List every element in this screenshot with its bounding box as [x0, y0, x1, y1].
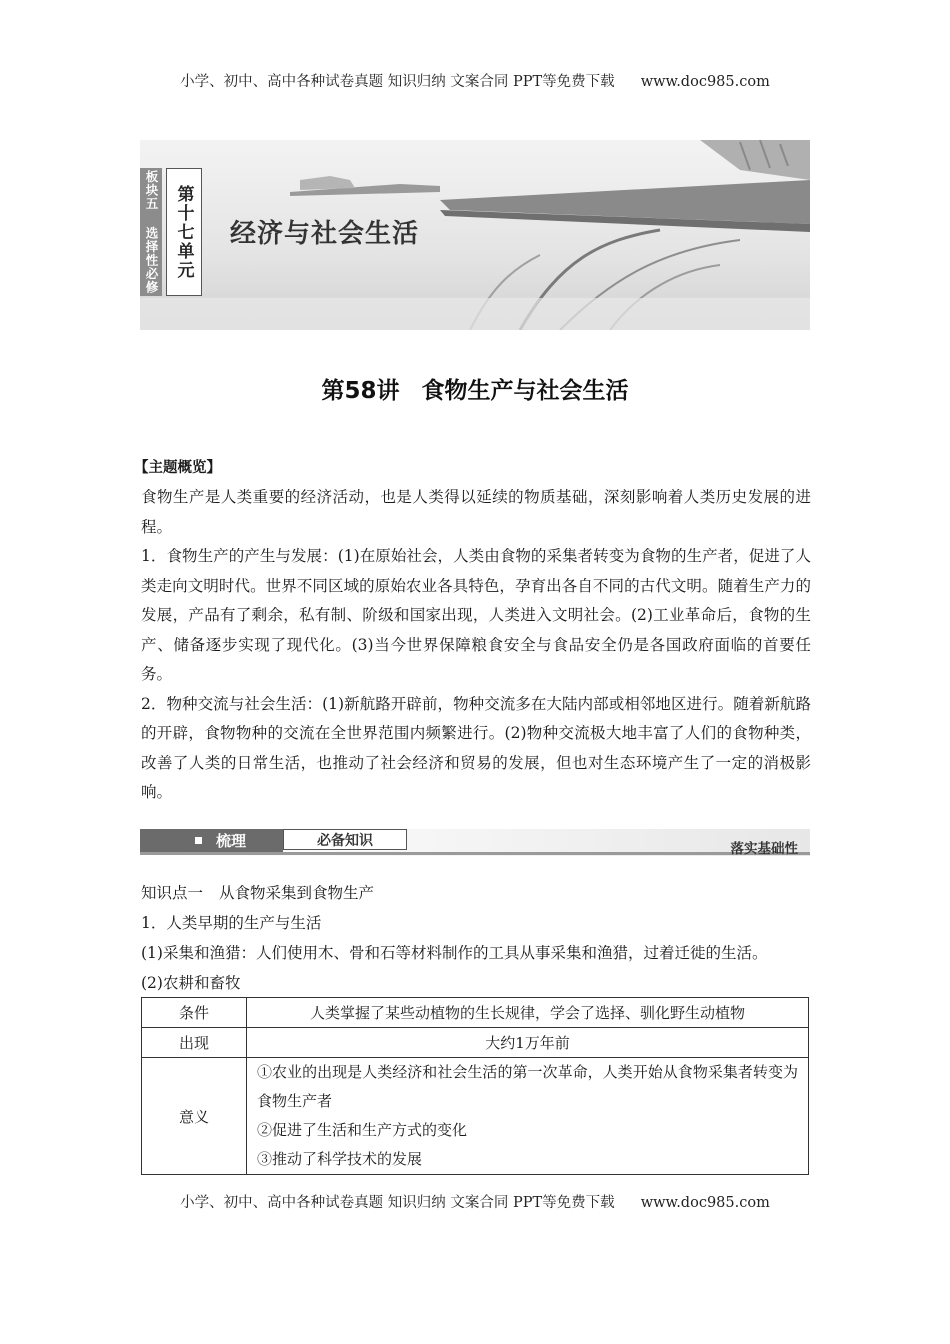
lecture-name: 食物生产与社会生活	[421, 378, 629, 404]
page-header	[0, 70, 950, 91]
footer-site[interactable]: www.doc985.com	[640, 1195, 770, 1211]
unit-block-tag: 板块五 选择性必修	[140, 168, 162, 296]
footer-text: 小学、初中、高中各种试卷真题 知识归纳 文案合同 PPT等免费下载	[180, 1195, 615, 1211]
knowledge-section	[141, 878, 811, 998]
agriculture-table	[141, 997, 809, 1175]
row-content	[247, 1058, 809, 1175]
unit-banner	[140, 140, 810, 330]
overview-text	[141, 483, 811, 808]
significance-item: ③推动了科学技术的发展	[257, 1150, 423, 1168]
significance-item: ②促进了生活和生产方式的变化	[257, 1121, 468, 1139]
overview-paragraph: 1．食物生产的产生与发展：(1)在原始社会，人类由食物的采集者转变为食物的生产者，促进了人类走向文明时代。世界不同区域的原始农业各具特色，孕育出各自不同的古代文明。随着生产力的发展，产品有了剩余，私有制、阶级和国家出现，人类进入文明社会。(2)工业革命后，食物的生产、储备逐步实现了现代化。(3)当今世界保障粮食安全与食品安全仍是各国政府面临的首要任务。	[141, 547, 811, 683]
table-row	[142, 1028, 809, 1058]
row-label: 条件	[142, 998, 247, 1028]
header-text: 小学、初中、高中各种试卷真题 知识归纳 文案合同 PPT等免费下载	[180, 74, 615, 90]
section-dark-label: 梳理	[140, 829, 283, 852]
lecture-number: 第58讲	[321, 378, 400, 404]
lecture-title	[0, 372, 950, 405]
row-label: 出现	[142, 1028, 247, 1058]
section-right-label: 落实基础性	[730, 841, 798, 857]
page-footer	[0, 1191, 950, 1212]
unit-number: 第十七单元	[166, 168, 202, 296]
knowledge-item: (2)农耕和畜牧	[141, 974, 241, 992]
section-bar	[140, 829, 810, 856]
significance-item: ①农业的出现是人类经济和社会生活的第一次革命，人类开始从食物采集者转变为食物生产者	[257, 1063, 798, 1110]
row-label: 意义	[142, 1058, 247, 1175]
table-row	[142, 998, 809, 1028]
knowledge-item: (1)采集和渔猎：人们使用木、骨和石等材料制作的工具从事采集和渔猎，过着迁徙的生活。	[141, 944, 768, 962]
overview-paragraph: 食物生产是人类重要的经济活动，也是人类得以延续的物质基础，深刻影响着人类历史发展的进程。	[141, 488, 811, 536]
header-site[interactable]: www.doc985.com	[640, 74, 770, 90]
section-light-label: 必备知识	[283, 829, 407, 850]
knowledge-point-title: 知识点一 从食物采集到食物生产	[141, 884, 375, 902]
table-row	[142, 1058, 809, 1175]
row-content: 大约1万年前	[247, 1028, 809, 1058]
overview-heading: 【主题概览】	[134, 460, 221, 476]
overview-paragraph: 2．物种交流与社会生活：(1)新航路开辟前，物种交流多在大陆内部或相邻地区进行。随着新航路的开辟，食物物种的交流在全世界范围内频繁进行。(2)物种交流极大地丰富了人们的食物种类，改善了人类的日常生活，也推动了社会经济和贸易的发展，但也对生态环境产生了一定的消极影响。	[141, 694, 811, 801]
unit-title: 经济与社会生活	[230, 219, 420, 249]
square-bullet-icon	[195, 837, 202, 844]
knowledge-subheading: 1．人类早期的生产与生活	[141, 914, 322, 932]
row-content: 人类掌握了某些动植物的生长规律，学会了选择、驯化野生动植物	[247, 998, 809, 1028]
